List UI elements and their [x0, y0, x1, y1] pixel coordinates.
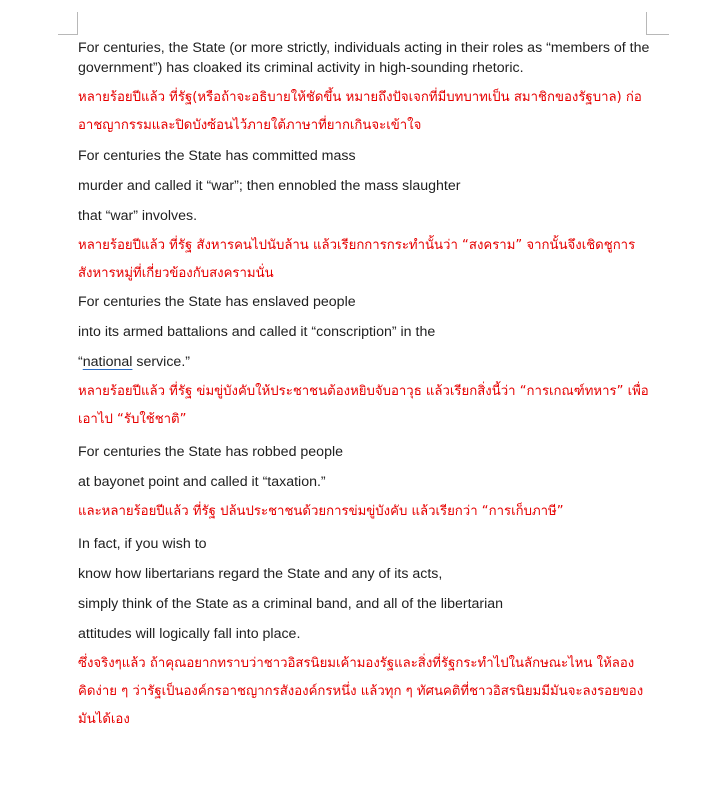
paragraph-thai[interactable]: หลายร้อยปีแล้ว ที่รัฐ สังหารคนไปนับล้าน แล้วเรียกการกระทำนั้นว่า “สงคราม” จากนั้นจึงเชิดชูการสังหารหมู่ที่เกี่ยวข้องกับสงครามนั่น [78, 238, 636, 281]
paragraph-english[interactable]: at bayonet point and called it “taxation.” [78, 474, 326, 490]
crop-mark-top-right [646, 12, 669, 35]
paragraph-english[interactable]: into its armed battalions and called it “conscription” in the [78, 324, 436, 340]
paragraph-english[interactable]: simply think of the State as a criminal band, and all of the libertarian [78, 596, 504, 612]
paragraph-english[interactable]: murder and called it “war”; then ennobled the mass slaughter [78, 178, 461, 194]
document-body[interactable] [78, 38, 650, 734]
paragraph-english[interactable]: know how libertarians regard the State and any of its acts, [78, 566, 443, 582]
paragraph-thai[interactable]: และหลายร้อยปีแล้ว ที่รัฐ ปล้นประชาชนด้วยการข่มขู่บังคับ แล้วเรียกว่า “การเก็บภาษี” [78, 504, 564, 519]
paragraph-english[interactable]: For centuries the State has enslaved people [78, 294, 356, 310]
paragraph-english[interactable] [78, 352, 650, 372]
paragraph-english[interactable]: For centuries, the State (or more strictly, individuals acting in their roles as “members of the government”) has cloaked its criminal activity in high-sounding rhetoric. [78, 40, 650, 76]
paragraph-english[interactable]: attitudes will logically fall into place. [78, 626, 301, 642]
paragraph-thai[interactable]: หลายร้อยปีแล้ว ที่รัฐ(หรือถ้าจะอธิบายให้ชัดขึ้น หมายถึงปัจเจกที่มีบทบาทเป็น สมาชิกของรัฐบาล) ก่ออาชญากรรมและปิดบังซ้อนไว้ภายใต้ภาษาที่ยากเกินจะเข้าใจ [78, 90, 642, 133]
paragraph-english[interactable]: In fact, if you wish to [78, 536, 207, 552]
spellcheck-underlined-word[interactable]: national [82, 354, 133, 370]
paragraph-english[interactable]: that “war” involves. [78, 208, 198, 224]
crop-mark-top-left [58, 12, 78, 35]
paragraph-thai[interactable]: ซึ่งจริงๆแล้ว ถ้าคุณอยากทราบว่าชาวอิสรนิยมเค้ามองรัฐและสิ่งที่รัฐกระทำไปในลักษณะไหน ให้ลองคิดง่าย ๆ ว่ารัฐเป็นองค์กรอาชญากรสังองค์กรหนึ่ง แล้วทุก ๆ ทัศนคติที่ชาวอิสรนิยมมีมันจะลงรอยของมันได้เอง [78, 656, 644, 727]
paragraph-thai[interactable]: หลายร้อยปีแล้ว ที่รัฐ ข่มขู่บังคับให้ประชาชนต้องหยิบจับอาวุธ แล้วเรียกสิ่งนี้ว่า “การเกณฑ์ทหาร” เพื่อเอาไป “รับใช้ชาติ” [78, 384, 649, 427]
text-run: “ [78, 354, 83, 370]
paragraph-english[interactable]: For centuries the State has robbed people [78, 444, 344, 460]
paragraph-english[interactable]: For centuries the State has committed mass [78, 148, 356, 164]
text-run: service.” [132, 354, 190, 370]
